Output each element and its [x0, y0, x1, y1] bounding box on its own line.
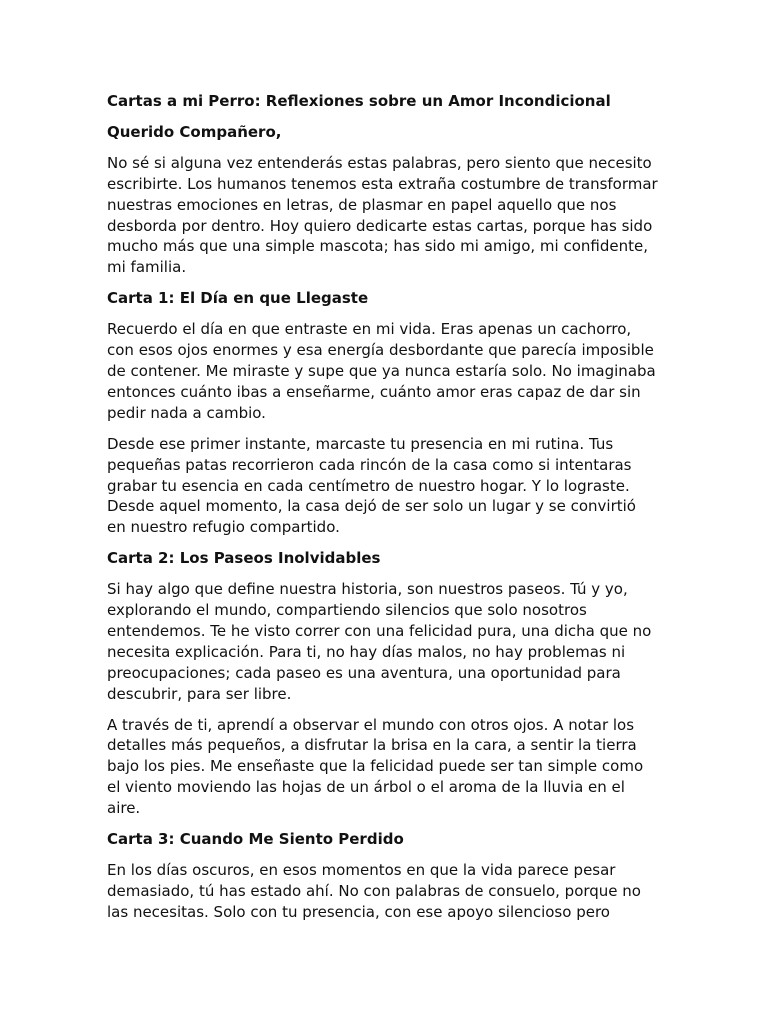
- text-line: Desde aquel momento, la casa dejó de ser solo un lugar y se convirtió: [107, 497, 636, 516]
- intro-paragraph: [107, 153, 667, 278]
- text-line: el viento moviendo las hojas de un árbol o el aroma de la lluvia en el: [107, 778, 625, 797]
- letter-3-heading: Carta 3: Cuando Me Siento Perdido: [107, 830, 404, 849]
- letter-2-heading: Carta 2: Los Paseos Inolvidables: [107, 549, 381, 568]
- text-line: aire.: [107, 799, 141, 818]
- text-line: necesita explicación. Para ti, no hay días malos, no hay problemas ni: [107, 642, 626, 661]
- letter-3-paragraph-1: [107, 860, 667, 923]
- text-line: con esos ojos enormes y esa energía desbordante que parecía imposible: [107, 341, 654, 360]
- text-line: No sé si alguna vez entenderás estas palabras, pero siento que necesito: [107, 153, 652, 172]
- letter-2-paragraph-1: [107, 579, 667, 704]
- document-title: Cartas a mi Perro: Reflexiones sobre un Amor Incondicional: [107, 92, 611, 110]
- text-line: pedir nada a cambio.: [107, 403, 266, 422]
- letter-1-paragraph-2: [107, 434, 667, 539]
- text-line: las necesitas. Solo con tu presencia, con ese apoyo silencioso pero: [107, 902, 610, 921]
- text-line: Si hay algo que define nuestra historia, son nuestros paseos. Tú y yo,: [107, 580, 628, 599]
- text-line: A través de ti, aprendí a observar el mundo con otros ojos. A notar los: [107, 715, 635, 734]
- text-line: desborda por dentro. Hoy quiero dedicarte estas cartas, porque has sido: [107, 216, 653, 235]
- text-line: grabar tu esencia en cada centímetro de nuestro hogar. Y lo lograste.: [107, 476, 630, 495]
- text-line: entendemos. Te he visto correr con una felicidad pura, una dicha que no: [107, 621, 652, 640]
- text-line: En los días oscuros, en esos momentos en que la vida parece pesar: [107, 861, 616, 879]
- text-line: explorando el mundo, compartiendo silencios que solo nosotros: [107, 601, 587, 620]
- salutation: Querido Compañero,: [107, 122, 282, 141]
- text-line: detalles más pequeños, a disfrutar la brisa en la cara, a sentir la tierra: [107, 736, 637, 755]
- text-line: pequeñas patas recorrieron cada rincón de la casa como si intentaras: [107, 455, 632, 474]
- text-line: Recuerdo el día en que entraste en mi vida. Eras apenas un cachorro,: [107, 320, 632, 339]
- text-line: bajo los pies. Me enseñaste que la felicidad puede ser tan simple como: [107, 757, 644, 776]
- text-line: en nuestro refugio compartido.: [107, 518, 340, 537]
- letter-1-heading: Carta 1: El Día en que Llegaste: [107, 289, 369, 308]
- letter-1-paragraph-1: [107, 319, 667, 424]
- letter-2-paragraph-2: [107, 715, 667, 820]
- text-line: preocupaciones; cada paseo es una aventura, una oportunidad para: [107, 663, 621, 682]
- text-line: descubrir, para ser libre.: [107, 684, 292, 703]
- text-line: demasiado, tú has estado ahí. No con palabras de consuelo, porque no: [107, 881, 641, 900]
- text-line: escribirte. Los humanos tenemos esta extraña costumbre de transformar: [107, 174, 658, 193]
- text-line: de contener. Me miraste y supe que ya nunca estaría solo. No imaginaba: [107, 361, 656, 380]
- text-line: mi familia.: [107, 258, 187, 277]
- text-line: entonces cuánto ibas a enseñarme, cuánto amor eras capaz de dar sin: [107, 382, 641, 401]
- text-line: mucho más que una simple mascota; has sido mi amigo, mi confidente,: [107, 237, 648, 256]
- document-page: [107, 88, 667, 933]
- text-line: Desde ese primer instante, marcaste tu presencia en mi rutina. Tus: [107, 434, 614, 453]
- text-line: nuestras emociones en letras, de plasmar en papel aquello que nos: [107, 195, 617, 214]
